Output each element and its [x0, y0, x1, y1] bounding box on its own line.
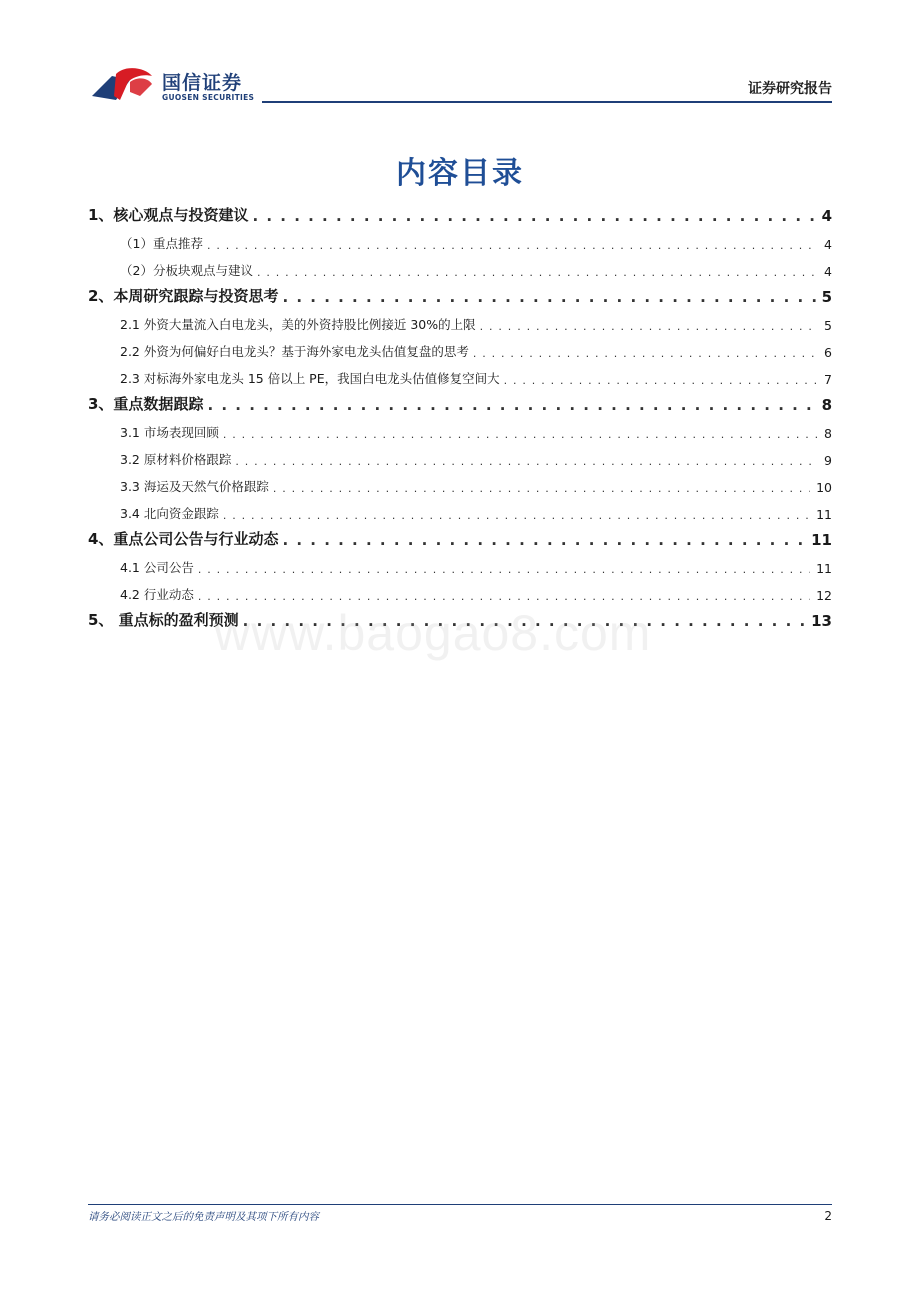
toc-leader-dots — [273, 482, 810, 495]
toc-entry-page: 11 — [816, 561, 832, 576]
toc-entry-text: 3、重点数据跟踪 — [88, 395, 204, 413]
page-number: 2 — [824, 1209, 832, 1223]
toc-leader-dots — [473, 347, 818, 360]
toc-entry-page: 11 — [811, 531, 832, 549]
watermark: www.baogao8.com — [214, 605, 652, 661]
toc-entry-chapter[interactable] — [88, 387, 832, 414]
toc-entry-section[interactable] — [88, 225, 832, 252]
toc-entry-page: 5 — [821, 288, 832, 306]
toc-entry-page: 8 — [824, 426, 832, 441]
footer-disclaimer: 请务必阅读正文之后的免责声明及其项下所有内容 — [88, 1211, 319, 1223]
toc-entry-section[interactable] — [88, 414, 832, 441]
toc-entry-section[interactable] — [88, 495, 832, 522]
toc-entry-section[interactable] — [88, 333, 832, 360]
header-divider — [262, 101, 832, 103]
toc-entry-section[interactable] — [88, 576, 832, 603]
toc-entry-chapter[interactable] — [88, 522, 832, 549]
report-type-label: 证券研究报告 — [748, 81, 832, 97]
toc-entry-section[interactable] — [88, 306, 832, 333]
toc-entry-chapter[interactable] — [88, 198, 832, 225]
toc-entry-page: 5 — [824, 318, 832, 333]
toc-entry-page: 4 — [824, 264, 832, 279]
toc-entry-page: 11 — [816, 507, 832, 522]
toc-entry-page: 10 — [816, 480, 832, 495]
toc-leader-dots — [207, 396, 815, 414]
toc-leader-dots — [207, 239, 818, 252]
toc-leader-dots — [252, 207, 815, 225]
table-of-contents — [88, 198, 832, 630]
toc-entry-section[interactable] — [88, 360, 832, 387]
logo-text-en: GUOSEN SECURITIES — [162, 93, 255, 102]
toc-entry-text: 2、本周研究跟踪与投资思考 — [88, 287, 279, 305]
toc-entry-text: （1）重点推荐 — [120, 236, 203, 251]
guosen-logo-icon — [90, 66, 156, 106]
toc-entry-chapter[interactable] — [88, 279, 832, 306]
logo-text-cn: 国信证券 — [162, 72, 243, 94]
page-title: 内容目录 — [396, 156, 524, 191]
toc-entry-text: 4.2 行业动态 — [120, 587, 194, 602]
company-logo — [90, 66, 255, 106]
toc-entry-text: 3.2 原材料价格跟踪 — [120, 452, 232, 467]
toc-leader-dots — [504, 374, 818, 387]
toc-leader-dots — [198, 563, 810, 576]
toc-entry-page: 4 — [821, 207, 832, 225]
toc-entry-text: 2.1 外资大量流入白电龙头，美的外资持股比例接近 30%的上限 — [120, 317, 476, 332]
toc-leader-dots — [198, 590, 810, 603]
toc-leader-dots — [223, 428, 818, 441]
toc-entry-text: 1、核心观点与投资建议 — [88, 206, 249, 224]
toc-entry-text: 3.3 海运及天然气价格跟踪 — [120, 479, 269, 494]
toc-entry-text: 4.1 公司公告 — [120, 560, 194, 575]
toc-entry-section[interactable] — [88, 441, 832, 468]
toc-entry-text: （2）分板块观点与建议 — [120, 263, 253, 278]
toc-entry-section[interactable] — [88, 549, 832, 576]
toc-entry-section[interactable] — [88, 468, 832, 495]
toc-leader-dots — [282, 531, 805, 549]
toc-entry-page: 8 — [821, 396, 832, 414]
toc-entry-text: 3.1 市场表现回顾 — [120, 425, 219, 440]
toc-entry-page: 12 — [816, 588, 832, 603]
toc-entry-page: 7 — [824, 372, 832, 387]
toc-leader-dots — [282, 288, 815, 306]
toc-entry-page: 13 — [811, 612, 832, 630]
toc-entry-page: 6 — [824, 345, 832, 360]
footer-divider — [88, 1204, 832, 1205]
toc-leader-dots — [235, 455, 818, 468]
toc-leader-dots — [257, 266, 818, 279]
toc-entry-section[interactable] — [88, 252, 832, 279]
toc-entry-text: 5、 重点标的盈利预测 — [88, 611, 239, 629]
toc-entry-text: 4、重点公司公告与行业动态 — [88, 530, 279, 548]
toc-leader-dots — [223, 509, 810, 522]
toc-entry-page: 4 — [824, 237, 832, 252]
toc-entry-text: 2.3 对标海外家电龙头 15 倍以上 PE，我国白电龙头估值修复空间大 — [120, 371, 500, 386]
toc-entry-page: 9 — [824, 453, 832, 468]
toc-leader-dots — [480, 320, 818, 333]
toc-entry-text: 2.2 外资为何偏好白电龙头？基于海外家电龙头估值复盘的思考 — [120, 344, 469, 359]
toc-entry-text: 3.4 北向资金跟踪 — [120, 506, 219, 521]
